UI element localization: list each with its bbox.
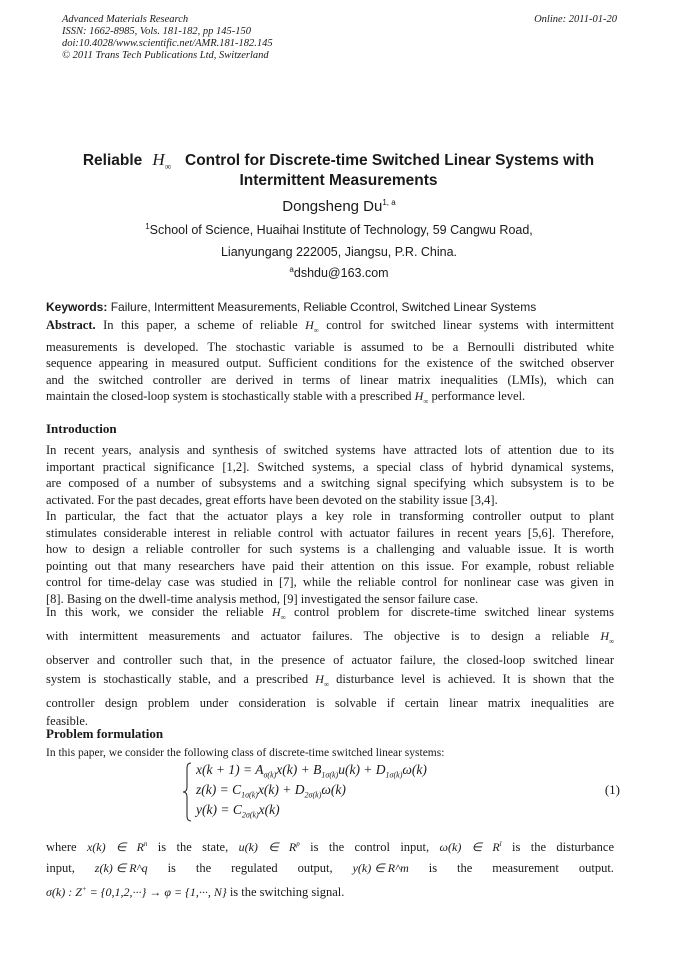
problem-intro: In this paper, we consider the following class of discrete-time switched linear systems: <box>46 747 445 759</box>
journal-name: Advanced Materials Research <box>62 14 189 25</box>
author-line <box>0 198 678 215</box>
author-sup: 1, a <box>382 198 396 207</box>
paper-title-line2: Intermittent Measurements <box>239 172 438 189</box>
doi-line: doi:10.4028/www.scientific.net/AMR.181-182.145 <box>62 38 273 49</box>
h-infinity-symbol: $H_\infty$ <box>152 150 172 172</box>
keywords-label: Keywords: <box>46 300 108 314</box>
left-brace-icon <box>182 762 192 822</box>
journal-header <box>62 14 617 62</box>
paper-title-line1 <box>46 150 631 171</box>
equation-1 <box>180 762 620 824</box>
introduction-paragraph-2: In particular, the fact that the actuator plays a key role in transforming controller output to plant stimulates considerable interest in reliable control with actuator failures in recent years [5,6]. Therefore, how to design a reliable controller for such systems is a challenging and valuable issue. It is worth pointing out that many researchers have paid their attention on this issue. For example, robust reliable control for time-delay case was studied in [7], while the reliable control for nonlinear case was given in [8]. Basing on the dwell-time analysis method, [9] investigated the sensor failure case. <box>46 509 614 606</box>
abstract-label: Abstract. <box>46 318 96 332</box>
equation-measurement-output: $y(k) = C_{2\sigma(k)}x(k)$ <box>196 802 280 820</box>
introduction-heading: Introduction <box>46 421 117 436</box>
title-part1: Reliable <box>82 152 143 169</box>
author-email: $^a$dshdu@163.com <box>289 265 389 281</box>
equation-regulated-output: $z(k) = C_{1\sigma(k)}x(k) + D_{2\sigma(k)}\omega(k)$ <box>196 782 346 800</box>
affiliation-line1: $^1$School of Science, Huaihai Institute of Technology, 59 Cangwu Road, <box>145 222 533 238</box>
author-name: Dongsheng Du <box>282 198 383 215</box>
equation-state: $x(k + 1) = A_{\sigma(k)}x(k) + B_{1\sigma(k)}u(k) + D_{1\sigma(k)}\omega(k)$ <box>196 762 427 780</box>
affiliation-line2: Lianyungang 222005, Jiangsu, P.R. China. <box>220 245 458 259</box>
issn-line: ISSN: 1662-8985, Vols. 181-182, pp 145-150 <box>62 26 251 37</box>
keywords <box>46 300 536 314</box>
keywords-text: Failure, Intermittent Measurements, Reliable Ccontrol, Switched Linear Systems <box>107 300 537 314</box>
problem-formulation-heading: Problem formulation <box>46 726 164 741</box>
online-date: Online: 2011-01-20 <box>534 14 617 25</box>
introduction-paragraph-1: In recent years, analysis and synthesis of switched systems have attracted lots of attention due to its important practical significance [1,2]. Switched systems, a special class of hybrid dynamical systems, are composed of a number of subsystems and a switching signal specifying which subsystem is to be activated. For the past decades, great efforts have been devoted on the stability issue [3,4]. <box>46 443 614 507</box>
introduction-paragraph-3: In this work, we consider the reliable $H_\infty$ control problem for discrete-time switched linear systems with intermittent measurements and actuator failures. The objective is to design a reliable $H_\infty$ observer and controller such that, in the presence of actuator failure, the closed-loop switched linear system is stochastically stable, and a prescribed $H_\infty$ disturbance level is achieved. It is shown that the controller design problem under consideration is solvable if certain linear matrix inequalities are feasible. <box>46 605 615 729</box>
equation-number: (1) <box>604 782 620 797</box>
problem-definitions: where x(k) ∈ $R^n$ is the state, u(k) ∈ $R^p$ is the control input, ω(k) ∈ $R^l$ is the disturbance input, z(k) ∈ R^q is the regulated output, y(k) ∈ R^m is the measurement output. σ(k) : Z+ = {0,1,2,···} → φ = {1,···, N} is the switching signal. <box>46 840 615 900</box>
abstract: Abstract. In this paper, a scheme of reliable $H_\infty$ control for switched linear systems with intermittent measurements is developed. The stochastic variable is assumed to be a Bernoulli distributed white sequence appearing in measured output. Sufficient conditions for the existence of the switched observer and the switched controller are derived in terms of linear matrix inequalities (LMIs), which can maintain the closed-loop system is stochastically stable with a prescribed $H_\infty$ performance level. <box>46 318 615 406</box>
copyright-line: © 2011 Trans Tech Publications Ltd, Switzerland <box>62 50 269 61</box>
title-part2: Control for Discrete-time Switched Linear Systems with <box>185 152 595 169</box>
